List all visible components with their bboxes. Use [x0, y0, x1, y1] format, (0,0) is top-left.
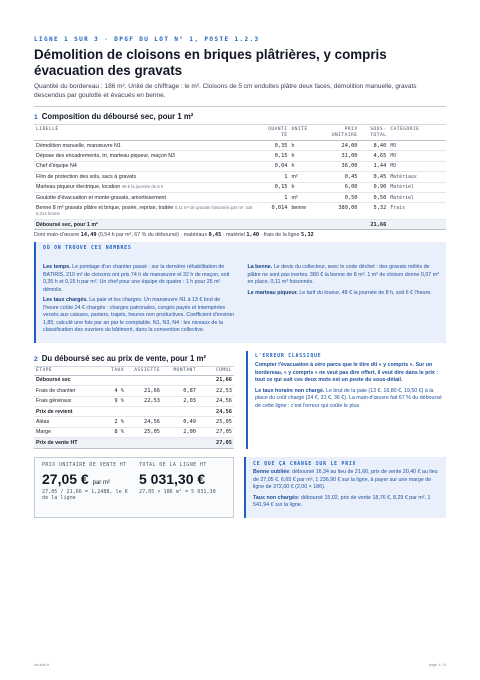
table-header-row — [34, 125, 446, 141]
section-1-heading — [34, 112, 446, 121]
table-row: Déboursé sec 21,66 — [34, 375, 234, 385]
page-title: Démolition de cloisons en briques plâtrières, y compris évacuation des gravats — [34, 47, 387, 78]
table-row: Marteau piqueur électrique, location 48 € la journée de 8 h 0,15 h 6,00 0,90 Matériel — [34, 182, 446, 192]
table-row: Benne 8 m³ gravats plâtre et brique, posée, reprise, traitée 0,11 m³ de gravats foisonnés par m², soit 0,014 benne 0,014 benne 380,00 5,32 Frais — [34, 203, 446, 220]
col-category: CATÉGORIE — [388, 125, 446, 141]
table-row: Dépose des encadrements, tri, marteau piqueur, maçon N3 0,15 h 31,00 4,65 MO — [34, 151, 446, 161]
line-total-value: 5 031,30 € — [139, 470, 206, 487]
line-total-block: TOTAL DE LA LIGNE HT 5 031,30 € 27,05 × 186 m² = 5 031,30 — [139, 463, 226, 511]
breakdown-summary: Dont main-d'œuvre 14,49 (0,54 h par m², 67 % du déboursé) · matériaux 0,45 · matériel 1,40 · frais de la ligne 5,32 — [34, 232, 314, 239]
section-2-heading: 2 Du déboursé sec au prix de vente, pour 1 m² — [34, 353, 206, 363]
table-row: Frais généraux 9 % 22,53 2,03 24,56 — [34, 396, 234, 406]
table-row: Aléas 2 % 24,56 0,49 25,05 — [34, 417, 234, 427]
price-impact-box: CE QUE ÇA CHANGE SUR LE PRIX Benne oubliée: déboursé 16,34 au lieu de 21,66, prix de vente 20,40 € au lieu de 27,05 €, 6,65 € par m², 1 236,90 € sur la ligne, à payer sur une marge de ligne de 372,00 € (2,00 × 186). Taux non chargés: déboursé 15,02, prix de vente 18,76 €, 8,29 € par m², 1 541,94 € sur la ligne. — [244, 457, 446, 518]
unit-price-block: PRIX UNITAIRE DE VENTE HT 27,05 € par m² 27,05 / 21,66 = 1,2488, le K de la ligne — [42, 462, 128, 502]
note-heading: OÙ ON TROUVE CES NOMBRES — [43, 246, 132, 252]
page-footer — [34, 662, 446, 667]
page-number: page 4 / 6 — [428, 662, 446, 667]
col-unit: UNITÉ — [289, 125, 314, 141]
table-row: Marge 8 % 25,05 2,00 27,05 — [34, 427, 234, 437]
cost-breakdown-table — [34, 124, 446, 230]
unit-price-value: 27,05 € par m² — [42, 470, 110, 487]
document-page — [34, 36, 446, 518]
sale-price-block — [34, 349, 234, 449]
table-row: Démolition manuelle, manœuvre N1 0,35 h 24,00 8,40 MO — [34, 141, 446, 151]
table-header-row: ÉTAPE TAUX ASSIETTE MONTANT CUMUL — [36, 368, 232, 374]
line-eyebrow: LIGNE 1 SUR 3 · DPGF DU LOT N° 1, POSTE 1.2.3 — [34, 36, 260, 43]
price-summary-box — [34, 457, 234, 518]
classic-error-box: L'ERREUR CLASSIQUE Compter l'évacuation à zéro parce que le titre dit « y compris ». Sur un bordereau, « y compris » ne veut pas dire offert, il veut dire dans le prix : tout ce qui suit ces deux mots est un poste du sous-détail. Le taux horaire non chargé. Le brut de la paie (13 €, 16,80 €, 19,50 €) à la place du coût chargé (24 €, 31 €, 36 €). La main-d'œuvre fait 67 % du déboursé de cette ligne : c'est l'erreur qui coûte le plus. — [246, 351, 446, 449]
col-price: PRIX UNITAIRE — [314, 125, 359, 141]
note-column-right: La benne. Le devis du collecteur, avec le code déchet : des gravats mêlés de plâtre ne sont pas inertes. 380 € la benne de 8 m³. 1 m² de cloison donne 0,07 m³ en place, 0,11 m³ foisonnés. Le marteau piqueur. Le tarif du loueur, 48 € la journée de 8 h, soit 6 € l'heure. — [247, 264, 439, 296]
table-row: Film de protection des sols, sacs à gravats 1 m² 0,45 0,45 Matériaux — [34, 172, 446, 182]
section-number: 1 — [34, 114, 38, 122]
note-column-left: Les temps. Le pointage d'un chantier passé : sur la dernière réhabilitation de BATIRIS, 210 m² de cloisons ont pris 74 h de manœuvre et 32 h de maçon, soit 0,35 h et 0,15 h par m². Un chef pour une équipe de quatre : 1 h pour 25 m² démolis. Les taux chargés. La paie et les charges. Un manœuvre N1 à 13 € brut de l'heure coûte 24 € chargés : charges patronales, congés payés et intempéries versés aux caisses, paniers, trajets, heures non productives. Coefficient d'environ 1,85, calculé une fois par an par le comptable. N1, N3, N4 : les niveaux de la classification des ouvriers du bâtiment, dans la convention collective. — [43, 264, 235, 334]
intro-paragraph: Quantité du bordereau : 186 m². Unité de chiffrage : le m². Cloisons de 5 cm enduites plâtre deux faces, démolition manuelle, gravats descendus par goulotte et évacués en benne. — [34, 83, 417, 100]
total-row: Déboursé sec, pour 1 m² 21,66 — [34, 219, 446, 229]
section-title: Composition du déboursé sec, pour 1 m² — [41, 112, 194, 122]
table-row: Frais de chantier 4 % 21,66 0,87 22,53 — [34, 386, 234, 396]
totals-row — [34, 457, 446, 518]
footer-left: double-fr — [34, 662, 50, 667]
section-2-row — [34, 349, 446, 449]
col-subtotal: SOUS-TOTAL — [359, 125, 388, 141]
table-row: Goulotte d'évacuation et monte-gravats, amortissement 1 m² 0,50 0,50 Matériel — [34, 192, 446, 202]
divider — [34, 106, 446, 107]
table-row: Prix de vente HT 27,05 — [34, 438, 234, 448]
col-label: LIBELLÉ — [34, 125, 265, 141]
table-row: Chef d'équipe N4 0,04 h 36,00 1,44 MO — [34, 161, 446, 171]
sale-price-table — [34, 366, 234, 449]
table-row: Prix de revient 24,56 — [34, 407, 234, 417]
sources-note-box — [34, 242, 446, 343]
col-qty: QUANTI TÉ — [265, 125, 290, 141]
